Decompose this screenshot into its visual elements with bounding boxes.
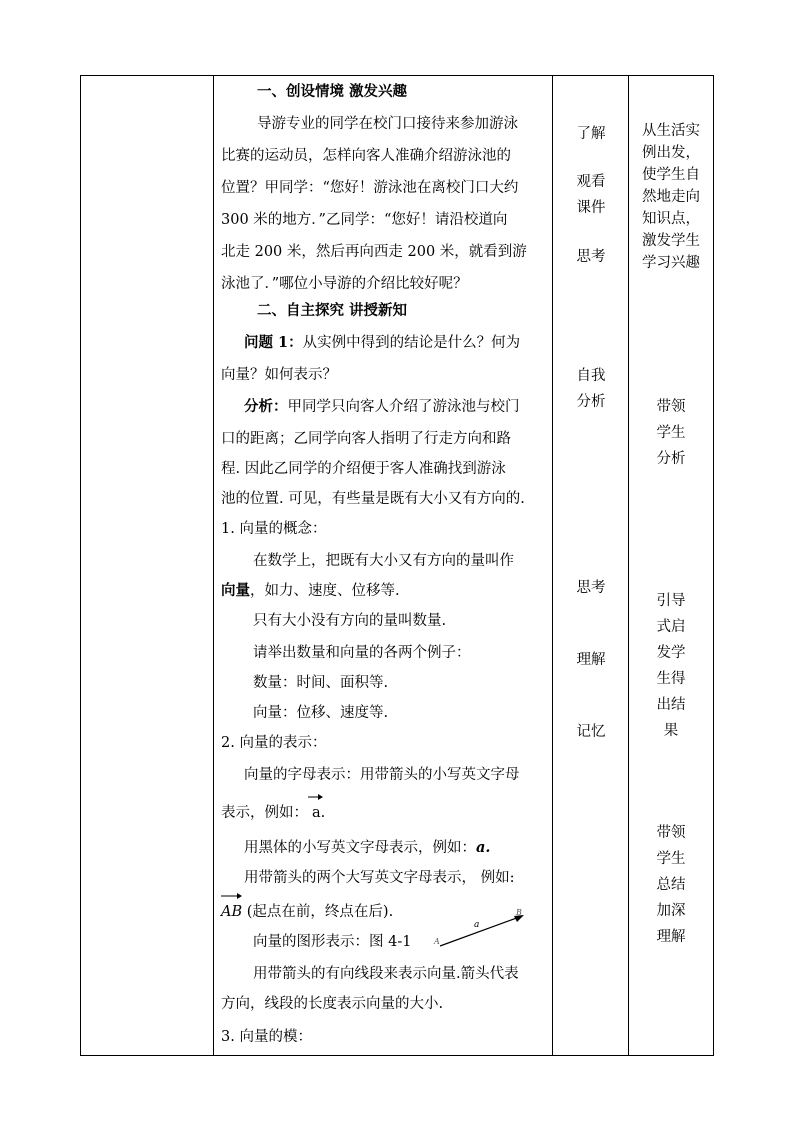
analysis-line-3: 程. 因此乙同学的介绍便于客人准确找到游泳 <box>221 461 506 477</box>
analysis-line-4: 池的位置. 可见，有些量是既有大小又有方向的. <box>221 491 525 507</box>
table-top-border <box>80 75 714 76</box>
activity-think-2: 思考 <box>576 580 606 596</box>
question-1-line-1 <box>244 333 520 353</box>
vector-term: 向量 <box>221 582 250 599</box>
figure-label-a: a <box>474 920 480 930</box>
definition-line-2: 向量，如力、速度、位移等. <box>221 582 400 599</box>
section-1-heading: 一、创设情境 激发兴趣 <box>257 83 408 100</box>
intent-group-3: 引导 式启 发学 生得 出结 果 <box>656 593 686 739</box>
question-1-line-2: 向量？如何表示？ <box>221 367 337 383</box>
definition-line-3: 只有大小没有方向的量叫数量. <box>253 613 447 629</box>
example-vector: 向量：位移、速度等. <box>253 705 389 721</box>
p1-line-4: 300 米的地方．”乙同学：“您好！请沿校道向 <box>221 212 508 228</box>
vector-arrow-icon <box>221 892 243 900</box>
intent-group-4: 带领 学生 总结 加深 理解 <box>656 825 686 945</box>
activity-analyze: 分析 <box>576 394 606 410</box>
representation-line-5: AB (起点在前，终点在后). <box>221 902 393 922</box>
figure-label-A: A <box>434 937 440 946</box>
column-divider-1 <box>213 75 214 1056</box>
activity-watch: 观看 <box>576 174 606 190</box>
item-3-heading: 3. 向量的模： <box>221 1029 312 1045</box>
table-left-border <box>80 75 81 1056</box>
analysis-text: 甲同学只向客人介绍了游泳池与校门 <box>287 399 520 415</box>
p1-line-1: 导游专业的同学在校门口接待来参加游泳 <box>257 116 518 132</box>
analysis-line-2: 口的距离；乙同学向客人指明了行走方向和路 <box>221 431 511 447</box>
vector-figure <box>432 904 536 952</box>
question-1-label: 问题 1： <box>244 334 303 351</box>
representation-line-3: 用黑体的小写英文字母表示，例如：a. <box>244 839 491 856</box>
activity-memorize: 记忆 <box>576 724 606 740</box>
item-1-heading: 1. 向量的概念： <box>221 521 327 537</box>
p1-line-5: 北走 200 米，然后再向西走 200 米，就看到游 <box>221 244 527 260</box>
analysis-line-1 <box>244 397 520 417</box>
intent-group-1: 从生活实 例出发， 使学生自 然地走向 知识点， 激发学生 学习兴趣 <box>642 123 700 271</box>
section-2-heading: 二、自主探究 讲授新知 <box>257 302 408 319</box>
figure-label-B: B <box>516 908 522 917</box>
activity-understand: 了解 <box>576 126 606 142</box>
activity-self: 自我 <box>576 368 606 384</box>
table-right-border <box>713 75 714 1056</box>
activity-comprehend: 理解 <box>576 652 606 668</box>
figure-caption: 向量的图形表示：图 4-1 <box>253 934 412 950</box>
representation-line-4: 用带箭头的两个大写英文字母表示， 例如: <box>244 870 515 886</box>
definition-line-1: 在数学上，把既有大小又有方向的量叫作 <box>253 553 514 569</box>
representation-line-2: 表示，例如： a. <box>221 803 325 823</box>
intent-group-2: 带领 学生 分析 <box>656 399 686 467</box>
activity-courseware: 课件 <box>576 200 606 216</box>
analysis-label: 分析： <box>244 398 288 415</box>
representation-line-1: 向量的字母表示：用带箭头的小写英文字母 <box>244 767 520 783</box>
table-bottom-border <box>80 1055 714 1056</box>
p1-line-2: 比赛的运动员，怎样向客人准确介绍游泳池的 <box>221 148 511 164</box>
question-1-text: 从实例中得到的结论是什么？何为 <box>302 335 521 351</box>
arrow-vector-ab: AB <box>221 902 242 922</box>
arrow-vector-a: a <box>308 803 321 823</box>
activity-think-1: 思考 <box>576 249 606 265</box>
geometric-line-2: 方向，线段的长度表示向量的大小. <box>221 996 444 1012</box>
example-prompt: 请举出数量和向量的各两个例子： <box>253 645 471 661</box>
geometric-line-1: 用带箭头的有向线段来表示向量.箭头代表 <box>253 966 519 982</box>
column-divider-2 <box>552 75 553 1056</box>
example-scalar: 数量：时间、面积等. <box>253 675 389 691</box>
item-2-heading: 2. 向量的表示： <box>221 735 327 751</box>
p1-line-6: 泳池了．”哪位小导游的介绍比较好呢？ <box>221 276 468 292</box>
column-divider-3 <box>628 75 629 1056</box>
vector-arrow-icon <box>308 793 324 801</box>
p1-line-3: 位置？甲同学：“您好！游泳池在离校门口大约 <box>221 180 519 196</box>
bold-vector-a: a. <box>476 839 491 856</box>
